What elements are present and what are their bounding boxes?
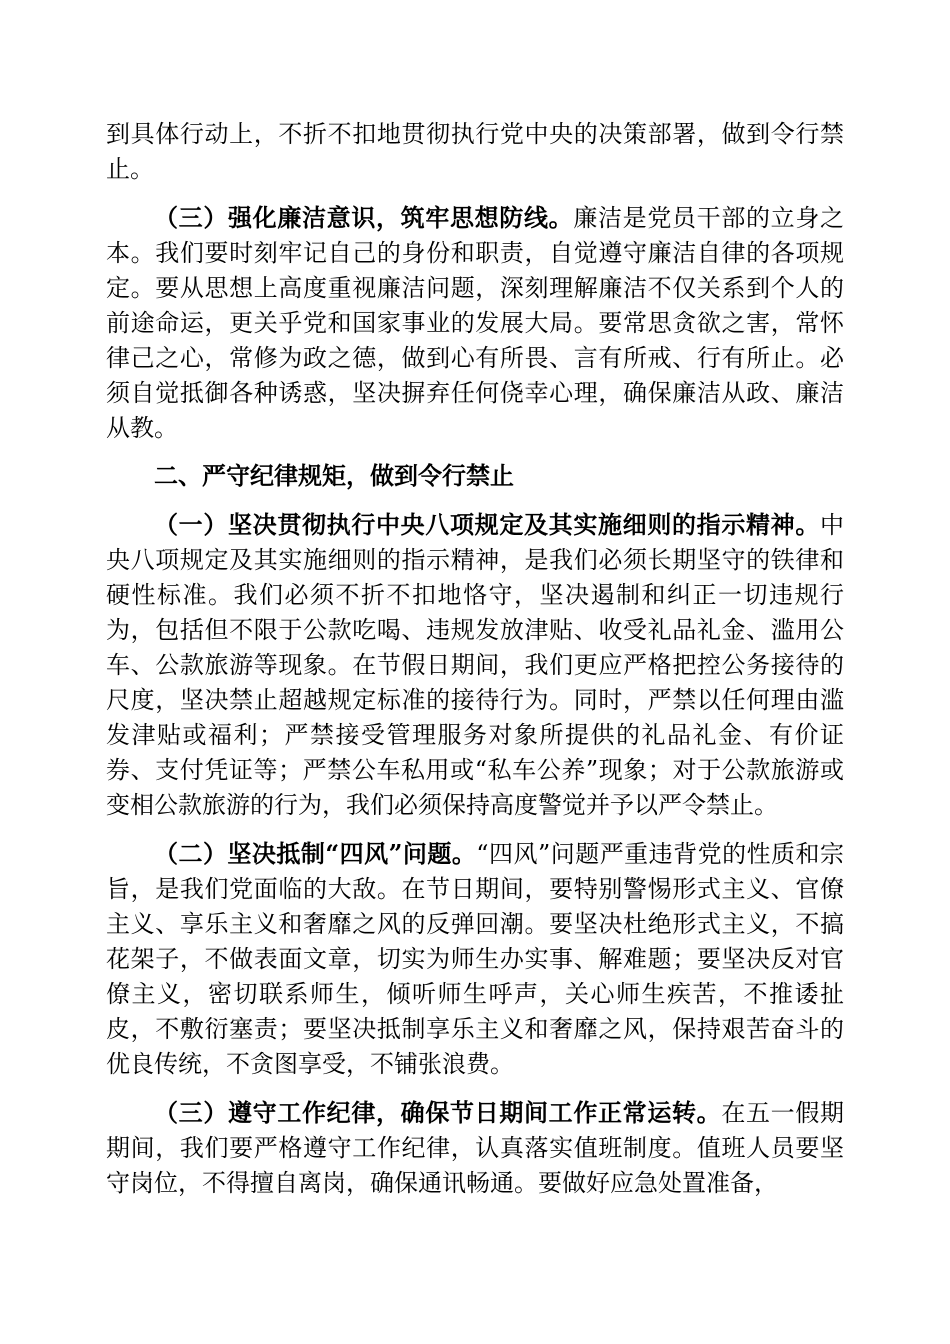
- paragraph-lead: （二）坚决抵制“四风”问题。: [154, 839, 477, 868]
- paragraph-work-discipline: [106, 1095, 844, 1201]
- section-heading: 二、严守纪律规矩，做到令行禁止: [154, 462, 514, 490]
- paragraph-text: 在五一假期期间，我们要严格遵守工作纪律，认真落实值班制度。值班人员要坚守岗位，不得擅自离岗，确保通讯畅通。要做好应急处置准备，: [106, 1099, 845, 1197]
- paragraph-text: “四风”问题严重违背党的性质和宗旨，是我们党面临的大敌。在节日期间，要特别警惕形式主义、官僚主义、享乐主义和奢靡之风的反弹回潮。要坚决杜绝形式主义，不搞花架子，不做表面文章，切实为师生办实事、解难题；要坚决反对官僚主义，密切联系师生，倾听师生呼声，关心师生疾苦，不推诿扯皮，不敷衍塞责；要坚决抵制享乐主义和奢靡之风，保持艰苦奋斗的优良传统，不贪图享受，不铺张浪费。: [106, 840, 844, 1078]
- paragraph-continued: [106, 117, 844, 187]
- document-body: [106, 117, 844, 1214]
- paragraph-text: 到具体行动上，不折不扣地贯彻执行党中央的决策部署，做到令行禁止。: [106, 120, 844, 183]
- paragraph-lead: （三）遵守工作纪律，确保节日期间工作正常运转。: [154, 1098, 722, 1127]
- paragraph-lead: （三）强化廉洁意识，筑牢思想防线。: [154, 203, 574, 232]
- paragraph-text: 廉洁是党员干部的立身之本。我们要时刻牢记自己的身份和职责，自觉遵守廉洁自律的各项规定。要从思想上高度重视廉洁问题，深刻理解廉洁不仅关系到个人的前途命运，更关乎党和国家事业的发展大局。要常思贪欲之害，常怀律己之心，常修为政之德，做到心有所畏、言有所戒、行有所止。必须自觉抵御各种诱惑，坚决摒弃任何侥幸心理，确保廉洁从政、廉洁从教。: [106, 204, 845, 442]
- paragraph-eight-rules: [106, 507, 844, 823]
- paragraph-lead: （一）坚决贯彻执行中央八项规定及其实施细则的指示精神。: [154, 510, 820, 539]
- paragraph-four-winds: [106, 836, 844, 1082]
- paragraph-integrity-awareness: [106, 200, 844, 446]
- paragraph-text: 中央八项规定及其实施细则的指示精神，是我们必须长期坚守的铁律和硬性标准。我们必须不折不扣地恪守，坚决遏制和纠正一切违规行为，包括但不限于公款吃喝、违规发放津贴、收受礼品礼金、滥用公车、公款旅游等现象。在节假日期间，我们更应严格把控公务接待的尺度，坚决禁止超越规定标准的接待行为。同时，严禁以任何理由滥发津贴或福利；严禁接受管理服务对象所提供的礼品礼金、有价证券、支付凭证等；严禁公车私用或“私车公养”现象；对于公款旅游或变相公款旅游的行为，我们必须保持高度警觉并予以严令禁止。: [106, 511, 844, 819]
